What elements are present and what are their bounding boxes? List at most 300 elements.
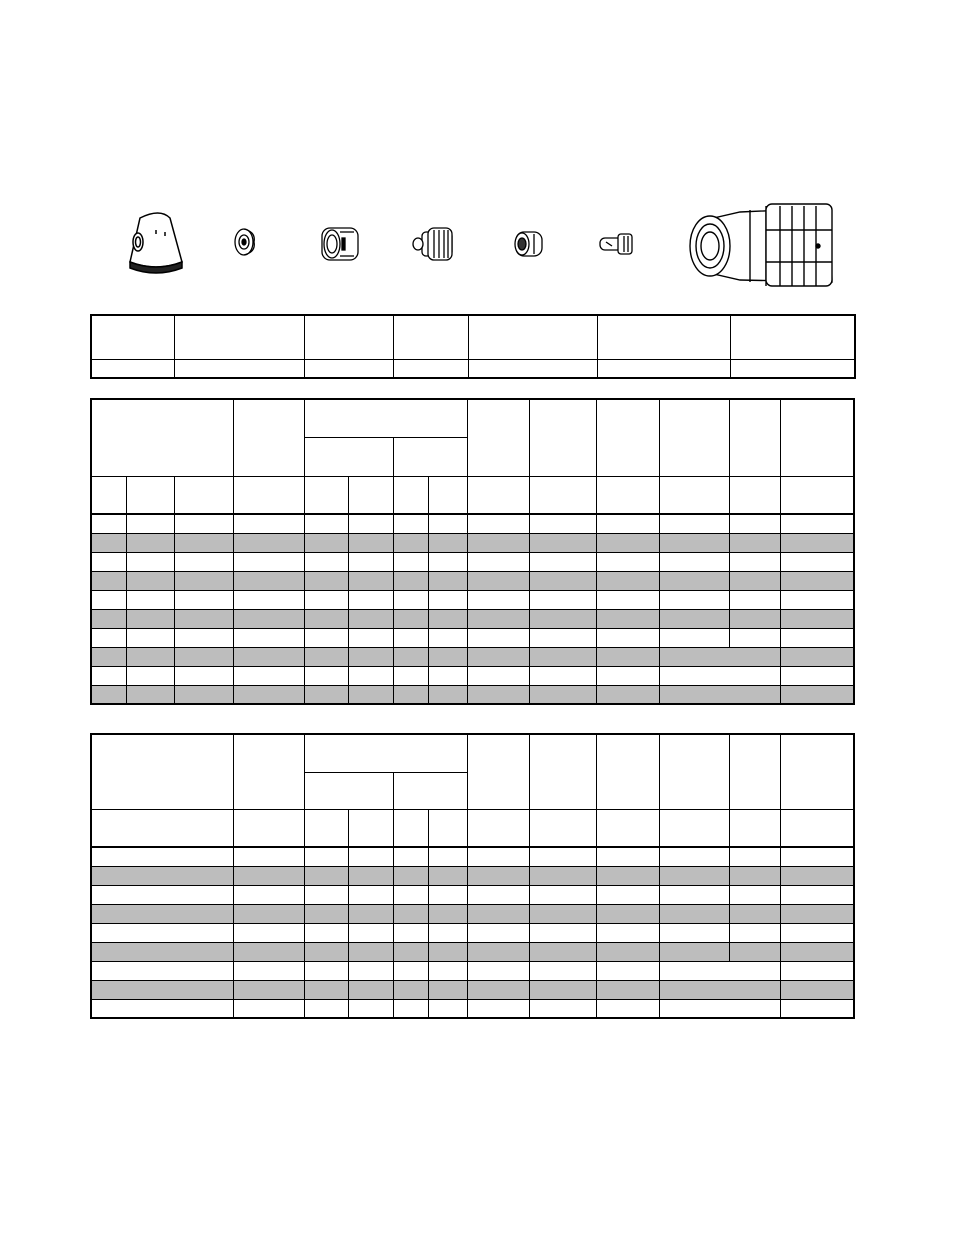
table-cell: [304, 552, 348, 571]
table-row: [91, 904, 854, 923]
table-cell: [659, 514, 729, 533]
table-cell: [467, 590, 529, 609]
table-cell: [428, 942, 467, 961]
table-cell: [596, 923, 659, 942]
table-cell: [348, 533, 393, 552]
table-cell: [428, 571, 467, 590]
consumables-header-cell: [304, 315, 393, 359]
consumables-header-row: [91, 315, 855, 359]
table-cell: [729, 923, 780, 942]
table-cell: [780, 514, 854, 533]
table-cell: [428, 961, 467, 980]
table-cell: [659, 647, 780, 666]
table-row: [91, 885, 854, 904]
table-cell: [348, 514, 393, 533]
table-cell: [467, 866, 529, 885]
table-cell: [174, 590, 233, 609]
table-cell: [233, 514, 304, 533]
table-cell: [780, 961, 854, 980]
table-cell: [233, 666, 304, 685]
table-cell: [91, 942, 233, 961]
table-cell: [304, 904, 348, 923]
table-cell: [596, 666, 659, 685]
table-cell: [174, 666, 233, 685]
table-cell: [91, 866, 233, 885]
table-row: [91, 942, 854, 961]
table-row: [91, 552, 854, 571]
table-cell: [659, 999, 780, 1018]
table-cell: [126, 666, 174, 685]
column-header: [428, 476, 467, 514]
consumables-header-cell: [468, 315, 597, 359]
table-cell: [428, 647, 467, 666]
table-cell: [91, 590, 126, 609]
table-cell: [529, 904, 596, 923]
table-cell: [91, 923, 233, 942]
table-cell: [126, 590, 174, 609]
table-cell: [393, 552, 428, 571]
table-cell: [348, 590, 393, 609]
column-header: [233, 809, 304, 847]
table-cell: [428, 533, 467, 552]
column-header: [780, 809, 854, 847]
table-cell: [529, 980, 596, 999]
table-cell: [467, 980, 529, 999]
swirl-ring-icon: [413, 228, 452, 260]
table-cell: [428, 847, 467, 866]
table-cell: [174, 514, 233, 533]
table-cell: [348, 552, 393, 571]
header-cell: [529, 734, 596, 809]
table-cell: [174, 571, 233, 590]
table-cell: [428, 590, 467, 609]
table-cell: [659, 866, 729, 885]
table-cell: [780, 571, 854, 590]
table-cell: [467, 571, 529, 590]
table-cell: [174, 685, 233, 704]
table-cell: [659, 904, 729, 923]
table-cell: [174, 533, 233, 552]
table-cell: [659, 533, 729, 552]
consumables-cell: [597, 359, 730, 378]
consumables-cell: [393, 359, 468, 378]
table-cell: [233, 552, 304, 571]
table-cell: [529, 961, 596, 980]
table-cell: [348, 847, 393, 866]
table-cell: [596, 999, 659, 1018]
header-cell: [780, 734, 854, 809]
column-header: [393, 809, 428, 847]
table-cell: [780, 590, 854, 609]
shield-icon: [130, 213, 182, 273]
table-cell: [729, 571, 780, 590]
cut-chart-table-2: [90, 733, 855, 1019]
table-cell: [596, 847, 659, 866]
table-row: [91, 533, 854, 552]
table-cell: [529, 847, 596, 866]
table-cell: [233, 647, 304, 666]
table-cell: [126, 552, 174, 571]
table-cell: [233, 866, 304, 885]
table-cell: [467, 942, 529, 961]
table-row: [91, 847, 854, 866]
table-cell: [529, 923, 596, 942]
column-header: [174, 476, 233, 514]
table-cell: [233, 590, 304, 609]
table-cell: [304, 847, 348, 866]
table-cell: [393, 514, 428, 533]
table-row: [91, 999, 854, 1018]
table-cell: [304, 533, 348, 552]
table-cell: [780, 923, 854, 942]
table-cell: [91, 685, 126, 704]
table-cell: [780, 552, 854, 571]
table-cell: [529, 647, 596, 666]
table-cell: [467, 961, 529, 980]
column-header: [596, 809, 659, 847]
consumables-cell: [174, 359, 304, 378]
column-header: [467, 809, 529, 847]
table-cell: [780, 847, 854, 866]
cut-chart-table-1: [90, 398, 855, 705]
consumables-row: [91, 359, 855, 378]
table-cell: [304, 666, 348, 685]
consumables-cell: [91, 359, 174, 378]
table-row: [91, 980, 854, 999]
table-cell: [174, 628, 233, 647]
table-cell: [467, 685, 529, 704]
table-cell: [596, 609, 659, 628]
header-cell: [233, 399, 304, 476]
table-cell: [729, 590, 780, 609]
table-cell: [529, 685, 596, 704]
table-cell: [233, 923, 304, 942]
column-header: [596, 476, 659, 514]
table-cell: [91, 571, 126, 590]
table-cell: [428, 666, 467, 685]
retaining-cap-icon: [322, 228, 358, 260]
table-cell: [91, 904, 233, 923]
header-cell: [780, 399, 854, 476]
consumables-header-cell: [730, 315, 855, 359]
table-cell: [467, 552, 529, 571]
table-cell: [348, 942, 393, 961]
table-cell: [91, 628, 126, 647]
table-cell: [348, 904, 393, 923]
column-header: [428, 809, 467, 847]
consumables-cell: [304, 359, 393, 378]
table-cell: [91, 647, 126, 666]
table-cell: [304, 999, 348, 1018]
table-cell: [780, 609, 854, 628]
table-row: [91, 628, 854, 647]
consumables-header-cell: [91, 315, 174, 359]
table-cell: [596, 571, 659, 590]
table-cell: [126, 514, 174, 533]
column-header: [348, 809, 393, 847]
table-cell: [91, 999, 233, 1018]
table-cell: [780, 980, 854, 999]
table-cell: [780, 647, 854, 666]
table-cell: [729, 885, 780, 904]
table-cell: [529, 885, 596, 904]
table-cell: [304, 571, 348, 590]
table-cell: [596, 552, 659, 571]
column-header: [529, 809, 596, 847]
table-cell: [393, 666, 428, 685]
table-cell: [233, 571, 304, 590]
table-cell: [304, 961, 348, 980]
table-cell: [91, 514, 126, 533]
table-cell: [393, 847, 428, 866]
column-header: [304, 809, 348, 847]
table-cell: [596, 885, 659, 904]
header-cell: [529, 399, 596, 476]
table-cell: [596, 942, 659, 961]
table-cell: [780, 942, 854, 961]
table-cell: [659, 609, 729, 628]
table-cell: [596, 961, 659, 980]
header-cell: [233, 734, 304, 809]
table-cell: [304, 647, 348, 666]
table-cell: [348, 666, 393, 685]
table-cell: [304, 942, 348, 961]
table-cell: [91, 961, 233, 980]
table-cell: [467, 885, 529, 904]
table-cell: [393, 647, 428, 666]
table-cell: [529, 590, 596, 609]
table-cell: [729, 514, 780, 533]
table-cell: [393, 904, 428, 923]
table-cell: [126, 533, 174, 552]
column-header: [393, 476, 428, 514]
table-row: [91, 590, 854, 609]
table-cell: [393, 685, 428, 704]
table-cell: [780, 666, 854, 685]
table-cell: [729, 609, 780, 628]
table-cell: [233, 904, 304, 923]
table-cell: [233, 533, 304, 552]
table-cell: [659, 571, 729, 590]
column-header: [126, 476, 174, 514]
table-cell: [780, 999, 854, 1018]
table-cell: [174, 609, 233, 628]
table-cell: [780, 866, 854, 885]
table-cell: [467, 923, 529, 942]
table-cell: [780, 628, 854, 647]
table-cell: [233, 885, 304, 904]
cut-chart-header-row: [91, 734, 854, 772]
table-cell: [780, 904, 854, 923]
cut-chart-header-row: [91, 399, 854, 437]
table-cell: [348, 923, 393, 942]
table-cell: [174, 552, 233, 571]
table-cell: [467, 847, 529, 866]
table-row: [91, 685, 854, 704]
table-cell: [659, 552, 729, 571]
table-cell: [348, 885, 393, 904]
table-row: [91, 961, 854, 980]
table-cell: [348, 999, 393, 1018]
table-cell: [467, 647, 529, 666]
table-cell: [304, 628, 348, 647]
table-cell: [659, 885, 729, 904]
table-cell: [91, 847, 233, 866]
table-cell: [529, 628, 596, 647]
consumables-cell: [468, 359, 597, 378]
column-header: [729, 809, 780, 847]
table-cell: [304, 923, 348, 942]
table-cell: [467, 999, 529, 1018]
table-cell: [428, 609, 467, 628]
table-cell: [393, 628, 428, 647]
consumables-header-cell: [597, 315, 730, 359]
table-cell: [428, 514, 467, 533]
table-cell: [233, 847, 304, 866]
table-cell: [393, 961, 428, 980]
header-cell: [91, 399, 233, 476]
table-cell: [529, 866, 596, 885]
table-cell: [174, 647, 233, 666]
table-cell: [729, 904, 780, 923]
table-cell: [659, 961, 780, 980]
cut-chart-column-header-row: [91, 476, 854, 514]
table-cell: [780, 685, 854, 704]
torch-body-icon: [690, 204, 832, 286]
table-row: [91, 514, 854, 533]
table-cell: [126, 609, 174, 628]
table-cell: [529, 514, 596, 533]
table-cell: [304, 885, 348, 904]
column-header: [91, 809, 233, 847]
table-cell: [659, 980, 780, 999]
table-cell: [428, 628, 467, 647]
table-cell: [233, 980, 304, 999]
subheader-cell: [304, 772, 393, 809]
consumable-parts-illustration: [90, 190, 855, 300]
table-cell: [393, 885, 428, 904]
table-cell: [348, 961, 393, 980]
table-row: [91, 647, 854, 666]
consumables-cell: [730, 359, 855, 378]
table-cell: [428, 685, 467, 704]
table-cell: [596, 980, 659, 999]
header-cell: [467, 399, 529, 476]
header-cell: [729, 399, 780, 476]
table-cell: [126, 685, 174, 704]
table-cell: [233, 685, 304, 704]
table-cell: [596, 866, 659, 885]
table-cell: [596, 904, 659, 923]
table-cell: [596, 514, 659, 533]
header-cell: [304, 734, 467, 772]
table-cell: [348, 685, 393, 704]
consumables-header-cell: [393, 315, 468, 359]
nozzle-icon: [515, 232, 542, 256]
table-cell: [428, 923, 467, 942]
table-row: [91, 571, 854, 590]
subheader-cell: [393, 437, 467, 476]
shield-cap-icon: [235, 229, 254, 255]
table-cell: [428, 552, 467, 571]
table-cell: [529, 942, 596, 961]
table-cell: [659, 942, 729, 961]
header-cell: [91, 734, 233, 809]
table-cell: [596, 647, 659, 666]
table-cell: [428, 904, 467, 923]
table-cell: [393, 609, 428, 628]
table-cell: [304, 514, 348, 533]
table-cell: [529, 571, 596, 590]
table-cell: [233, 942, 304, 961]
header-cell: [596, 399, 659, 476]
table-cell: [596, 628, 659, 647]
table-cell: [729, 533, 780, 552]
table-cell: [348, 571, 393, 590]
header-cell: [596, 734, 659, 809]
column-header: [729, 476, 780, 514]
table-cell: [729, 942, 780, 961]
table-cell: [729, 552, 780, 571]
table-cell: [659, 590, 729, 609]
consumables-table: [90, 314, 856, 379]
subheader-cell: [393, 772, 467, 809]
table-cell: [659, 685, 780, 704]
table-cell: [596, 685, 659, 704]
table-cell: [393, 923, 428, 942]
header-cell: [659, 734, 729, 809]
table-cell: [126, 628, 174, 647]
table-cell: [348, 647, 393, 666]
table-cell: [529, 999, 596, 1018]
table-row: [91, 923, 854, 942]
table-cell: [304, 685, 348, 704]
table-cell: [529, 533, 596, 552]
table-cell: [304, 590, 348, 609]
table-cell: [467, 514, 529, 533]
table-cell: [304, 866, 348, 885]
table-row: [91, 866, 854, 885]
table-cell: [393, 999, 428, 1018]
table-cell: [233, 628, 304, 647]
table-row: [91, 609, 854, 628]
table-cell: [304, 980, 348, 999]
header-cell: [467, 734, 529, 809]
table-cell: [348, 609, 393, 628]
table-cell: [91, 533, 126, 552]
table-cell: [467, 609, 529, 628]
table-cell: [393, 571, 428, 590]
table-cell: [91, 609, 126, 628]
table-cell: [91, 552, 126, 571]
table-cell: [529, 609, 596, 628]
table-cell: [529, 666, 596, 685]
column-header: [348, 476, 393, 514]
table-cell: [233, 961, 304, 980]
table-cell: [304, 609, 348, 628]
electrode-icon: [600, 234, 632, 254]
header-cell: [729, 734, 780, 809]
table-cell: [91, 666, 126, 685]
table-cell: [393, 590, 428, 609]
column-header: [467, 476, 529, 514]
column-header: [91, 476, 126, 514]
table-cell: [467, 628, 529, 647]
table-cell: [233, 609, 304, 628]
column-header: [233, 476, 304, 514]
column-header: [529, 476, 596, 514]
table-cell: [91, 980, 233, 999]
